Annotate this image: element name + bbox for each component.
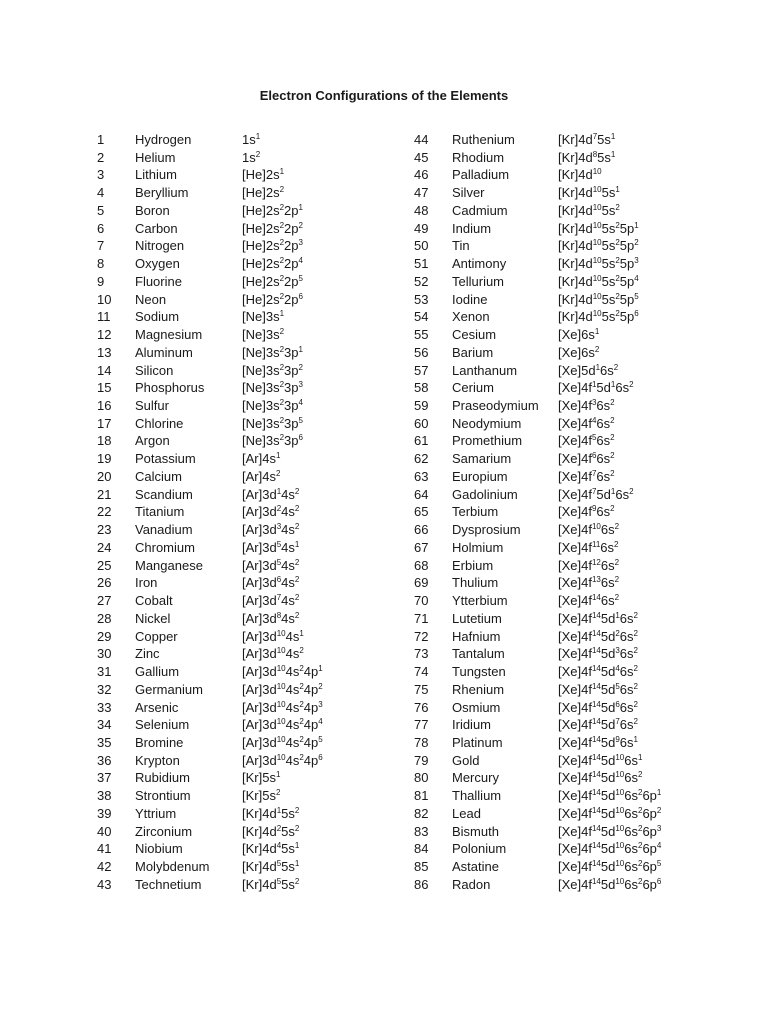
element-name: Gadolinium xyxy=(452,486,518,502)
electron-configuration: $[Xe]4f^56s^2$ xyxy=(558,433,615,449)
element-name: Vanadium xyxy=(135,522,193,538)
electron-configuration: $[Kr]4d^{10}5s^1$ xyxy=(558,185,620,201)
element-name: Rhenium xyxy=(452,681,505,697)
element-name: Potassium xyxy=(135,451,196,467)
element-name: Fluorine xyxy=(135,273,182,289)
element-number: 18 xyxy=(97,433,112,449)
electron-configuration: $[Ar]3d^{10}4s^24p^1$ xyxy=(242,664,323,680)
element-number: 10 xyxy=(97,291,112,307)
element-number: 62 xyxy=(414,451,429,467)
element-number: 84 xyxy=(414,841,429,857)
electron-configuration: $1s^2$ xyxy=(242,149,261,165)
element-number: 81 xyxy=(414,788,429,804)
electron-configuration: $[Xe]4f^76s^2$ xyxy=(558,468,615,484)
electron-configuration: $[Ar]3d^{10}4s^2$ xyxy=(242,646,304,662)
element-name: Molybdenum xyxy=(135,859,210,875)
element-number: 78 xyxy=(414,734,429,750)
electron-configuration: $[Kr]4d^55s^1$ xyxy=(242,859,300,875)
element-number: 40 xyxy=(97,823,112,839)
electron-configuration: $[Ar]3d^74s^2$ xyxy=(242,593,300,609)
electron-configuration: $[Xe]4f^{14}5d^{10}6s^26p^6$ xyxy=(558,876,662,892)
element-name: Erbium xyxy=(452,557,494,573)
element-name: Bromine xyxy=(135,734,184,750)
electron-configuration: $[Kr]4d^25s^2$ xyxy=(242,823,300,839)
element-number: 29 xyxy=(97,628,112,644)
element-name: Gallium xyxy=(135,664,180,680)
electron-configuration: $[Ar]3d^34s^2$ xyxy=(242,522,300,538)
element-name: Argon xyxy=(135,433,170,449)
electron-configuration: $[Xe]4f^{14}5d^{10}6s^2$ xyxy=(558,770,643,786)
electron-configuration: $[Xe]4f^{13}6s^2$ xyxy=(558,575,620,591)
element-name: Holmium xyxy=(452,539,504,555)
element-name: Ytterbium xyxy=(452,593,508,609)
element-number: 77 xyxy=(414,717,429,733)
element-number: 68 xyxy=(414,557,429,573)
element-name: Terbium xyxy=(452,504,499,520)
element-name: Lead xyxy=(452,805,481,821)
element-name: Oxygen xyxy=(135,256,180,272)
electron-configuration: $[Ar]3d^24s^2$ xyxy=(242,504,300,520)
electron-configuration: $[Ne]3s^2$ xyxy=(242,327,285,343)
element-name: Dysprosium xyxy=(452,522,521,538)
element-number: 37 xyxy=(97,770,112,786)
element-name: Iodine xyxy=(452,291,488,307)
element-number: 6 xyxy=(97,220,105,236)
element-name: Hafnium xyxy=(452,628,501,644)
element-number: 21 xyxy=(97,486,112,502)
element-name: Promethium xyxy=(452,433,523,449)
electron-configuration: $[Kr]4d^{10}5s^25p^5$ xyxy=(558,291,639,307)
electron-configuration: $[Xe]4f^{14}5d^96s^1$ xyxy=(558,734,638,750)
element-number: 38 xyxy=(97,788,112,804)
element-name: Bismuth xyxy=(452,823,499,839)
element-name: Lanthanum xyxy=(452,362,518,378)
element-name: Radon xyxy=(452,876,491,892)
element-number: 3 xyxy=(97,167,105,183)
element-name: Boron xyxy=(135,202,170,218)
element-number: 57 xyxy=(414,362,429,378)
element-number: 16 xyxy=(97,398,112,414)
element-number: 79 xyxy=(414,752,429,768)
element-name: Cobalt xyxy=(135,593,173,609)
electron-configuration: $[Ar]3d^54s^1$ xyxy=(242,539,300,555)
electron-configuration: $[Xe]4f^{14}5d^26s^2$ xyxy=(558,628,638,644)
element-name: Europium xyxy=(452,468,508,484)
element-number: 75 xyxy=(414,681,429,697)
element-name: Cerium xyxy=(452,380,494,396)
electron-configuration: $[Kr]5s^1$ xyxy=(242,770,281,786)
element-name: Astatine xyxy=(452,859,499,875)
element-number: 52 xyxy=(414,273,429,289)
electron-configuration: $[Ne]3s^23p^2$ xyxy=(242,362,303,378)
element-number: 8 xyxy=(97,256,105,272)
electron-configuration: $[Ar]3d^{10}4s^24p^2$ xyxy=(242,681,323,697)
electron-configuration: $[Xe]4f^96s^2$ xyxy=(558,504,615,520)
document-title: Electron Configurations of the Elements xyxy=(259,88,509,103)
element-name: Technetium xyxy=(135,876,202,892)
element-name: Neodymium xyxy=(452,415,522,431)
element-name: Nitrogen xyxy=(135,238,185,254)
element-name: Sodium xyxy=(135,309,180,325)
electron-configuration: $[Kr]4d^55s^2$ xyxy=(242,876,300,892)
electron-configuration: $[Kr]4d^15s^2$ xyxy=(242,805,300,821)
element-number: 22 xyxy=(97,504,112,520)
electron-configuration: $[Xe]4f^{14}5d^{10}6s^1$ xyxy=(558,752,643,768)
electron-configuration: $[Xe]4f^{14}5d^{10}6s^26p^3$ xyxy=(558,823,662,839)
element-name: Rhodium xyxy=(452,149,505,165)
element-number: 33 xyxy=(97,699,112,715)
element-number: 86 xyxy=(414,876,429,892)
element-number: 43 xyxy=(97,876,112,892)
element-name: Magnesium xyxy=(135,327,203,343)
element-number: 50 xyxy=(414,238,429,254)
electron-configuration: $[Xe]4f^{14}5d^{10}6s^26p^4$ xyxy=(558,841,662,857)
electron-configuration: $[Xe]4f^{14}5d^46s^2$ xyxy=(558,664,638,680)
element-name: Polonium xyxy=(452,841,507,857)
electron-configuration: $[He]2s^2$ xyxy=(242,185,285,201)
electron-configuration: $[Ne]3s^23p^6$ xyxy=(242,433,303,449)
element-name: Phosphorus xyxy=(135,380,205,396)
electron-configuration: $[Kr]4d^{10}$ xyxy=(558,167,602,183)
element-number: 12 xyxy=(97,327,112,343)
element-name: Silver xyxy=(452,185,485,201)
element-number: 45 xyxy=(414,149,429,165)
element-name: Strontium xyxy=(135,788,191,804)
element-name: Tin xyxy=(452,238,470,254)
element-name: Chlorine xyxy=(135,415,184,431)
element-number: 15 xyxy=(97,380,112,396)
electron-configuration: $[Xe]4f^{14}5d^36s^2$ xyxy=(558,646,638,662)
element-name: Xenon xyxy=(452,309,490,325)
element-name: Lutetium xyxy=(452,610,502,626)
element-name: Samarium xyxy=(452,451,512,467)
element-name: Barium xyxy=(452,344,494,360)
element-number: 44 xyxy=(414,132,429,147)
electron-configuration: $[Kr]4d^{10}5s^2$ xyxy=(558,202,620,218)
element-name: Arsenic xyxy=(135,699,179,715)
electron-configuration: $[Xe]4f^{14}5d^{10}6s^26p^5$ xyxy=(558,859,662,875)
electron-configuration: $[Xe]4f^{14}5d^{10}6s^26p^1$ xyxy=(558,788,662,804)
element-name: Manganese xyxy=(135,557,203,573)
element-name: Tantalum xyxy=(452,646,505,662)
element-number: 74 xyxy=(414,664,429,680)
element-name: Yttrium xyxy=(135,805,177,821)
element-name: Antimony xyxy=(452,256,507,272)
element-name: Krypton xyxy=(135,752,180,768)
element-name: Titanium xyxy=(135,504,185,520)
element-number: 51 xyxy=(414,256,429,272)
electron-configuration: $[Kr]4d^75s^1$ xyxy=(558,132,616,147)
element-number: 70 xyxy=(414,593,429,609)
electron-configuration: $[Ne]3s^23p^1$ xyxy=(242,344,303,360)
electron-configuration: $[Kr]4d^{10}5s^25p^2$ xyxy=(558,238,639,254)
element-name: Osmium xyxy=(452,699,501,715)
element-number: 26 xyxy=(97,575,112,591)
element-number: 1 xyxy=(97,132,105,147)
element-name: Zirconium xyxy=(135,823,193,839)
element-number: 69 xyxy=(414,575,429,591)
element-name: Tellurium xyxy=(452,273,505,289)
element-name: Palladium xyxy=(452,167,510,183)
electron-configuration: $[Xe]4f^{11}6s^2$ xyxy=(558,539,619,555)
element-name: Selenium xyxy=(135,717,190,733)
electron-configuration: $[Xe]6s^1$ xyxy=(558,327,600,343)
electron-configuration: $[Kr]4d^{10}5s^25p^3$ xyxy=(558,256,639,272)
element-number: 67 xyxy=(414,539,429,555)
element-number: 14 xyxy=(97,362,112,378)
element-number: 35 xyxy=(97,734,112,750)
element-name: Tungsten xyxy=(452,664,506,680)
electron-configuration: $[Ne]3s^23p^3$ xyxy=(242,380,303,396)
element-number: 73 xyxy=(414,646,429,662)
electron-configuration: $[Xe]5d^16s^2$ xyxy=(558,362,619,378)
element-number: 65 xyxy=(414,504,429,520)
element-name: Platinum xyxy=(452,734,503,750)
electron-configuration: $[Xe]4f^15d^16s^2$ xyxy=(558,380,634,396)
element-name: Beryllium xyxy=(135,185,189,201)
element-number: 5 xyxy=(97,202,105,218)
element-name: Neon xyxy=(135,291,167,307)
element-name: Cesium xyxy=(452,327,497,343)
element-number: 58 xyxy=(414,380,429,396)
electron-configuration: $[Xe]4f^{14}5d^16s^2$ xyxy=(558,610,638,626)
electron-configuration: $[Ar]3d^{10}4s^24p^3$ xyxy=(242,699,323,715)
electron-configuration: $[Kr]4d^85s^1$ xyxy=(558,149,616,165)
element-name: Rubidium xyxy=(135,770,190,786)
element-number: 64 xyxy=(414,486,429,502)
element-name: Zinc xyxy=(135,646,160,662)
electron-configuration: $[Kr]5s^2$ xyxy=(242,788,281,804)
electron-configuration: $[He]2s^22p^4$ xyxy=(242,256,303,272)
element-number: 80 xyxy=(414,770,429,786)
element-number: 72 xyxy=(414,628,429,644)
element-name: Germanium xyxy=(135,681,203,697)
element-number: 19 xyxy=(97,451,112,467)
electron-configuration: $[Xe]4f^{12}6s^2$ xyxy=(558,557,620,573)
element-number: 47 xyxy=(414,185,429,201)
element-number: 53 xyxy=(414,291,429,307)
element-number: 27 xyxy=(97,593,112,609)
element-name: Indium xyxy=(452,220,492,236)
electron-configuration: $[Kr]4d^{10}5s^25p^4$ xyxy=(558,273,639,289)
element-name: Calcium xyxy=(135,468,182,484)
electron-configuration: $[Kr]4d^45s^1$ xyxy=(242,841,300,857)
electron-configuration: $[Kr]4d^{10}5s^25p^1$ xyxy=(558,220,639,236)
element-number: 55 xyxy=(414,327,429,343)
element-number: 11 xyxy=(97,309,111,325)
electron-configuration: $1s^1$ xyxy=(242,132,261,147)
electron-configuration: $[Xe]4f^75d^16s^2$ xyxy=(558,486,634,502)
element-name: Helium xyxy=(135,149,176,165)
element-number: 54 xyxy=(414,309,429,325)
element-number: 2 xyxy=(97,149,105,165)
element-number: 39 xyxy=(97,805,112,821)
electron-configuration: $[He]2s^22p^6$ xyxy=(242,291,303,307)
element-name: Praseodymium xyxy=(452,398,539,414)
element-number: 49 xyxy=(414,220,429,236)
electron-configuration: $[He]2s^22p^2$ xyxy=(242,220,303,236)
electron-configuration: $[Xe]6s^2$ xyxy=(558,344,600,360)
element-number: 23 xyxy=(97,522,112,538)
element-number: 31 xyxy=(97,664,112,680)
element-number: 28 xyxy=(97,610,112,626)
element-number: 25 xyxy=(97,557,112,573)
electron-configuration: $[He]2s^22p^3$ xyxy=(242,238,303,254)
element-name: Sulfur xyxy=(135,398,169,414)
element-name: Chromium xyxy=(135,539,195,555)
element-number: 71 xyxy=(414,610,429,626)
element-name: Iron xyxy=(135,575,158,591)
element-number: 48 xyxy=(414,202,429,218)
element-number: 34 xyxy=(97,717,112,733)
electron-configuration: $[Ar]4s^1$ xyxy=(242,451,281,467)
element-number: 61 xyxy=(414,433,429,449)
element-number: 85 xyxy=(414,859,429,875)
electron-configuration: $[Xe]4f^{14}6s^2$ xyxy=(558,593,620,609)
electron-configuration: $[Ar]3d^{10}4s^24p^6$ xyxy=(242,752,323,768)
element-name: Cadmium xyxy=(452,202,508,218)
element-name: Gold xyxy=(452,752,480,768)
element-name: Mercury xyxy=(452,770,499,786)
element-number: 20 xyxy=(97,468,112,484)
element-number: 46 xyxy=(414,167,429,183)
electron-configuration: $[Xe]4f^66s^2$ xyxy=(558,451,615,467)
electron-configuration: $[Xe]4f^{10}6s^2$ xyxy=(558,522,620,538)
element-number: 82 xyxy=(414,805,429,821)
electron-configuration: $[Ar]3d^{10}4s^24p^5$ xyxy=(242,734,323,750)
element-number: 66 xyxy=(414,522,429,538)
electron-configuration: $[Kr]4d^{10}5s^25p^6$ xyxy=(558,309,639,325)
element-name: Nickel xyxy=(135,610,171,626)
electron-configuration: $[Ar]3d^84s^2$ xyxy=(242,610,300,626)
element-number: 56 xyxy=(414,344,429,360)
element-number: 41 xyxy=(97,841,112,857)
electron-configuration: $[He]2s^22p^1$ xyxy=(242,202,303,218)
electron-configuration: $[Xe]4f^{14}5d^66s^2$ xyxy=(558,699,638,715)
element-number: 36 xyxy=(97,752,112,768)
electron-configuration: $[Ar]3d^54s^2$ xyxy=(242,557,300,573)
element-number: 63 xyxy=(414,468,429,484)
element-name: Scandium xyxy=(135,486,193,502)
element-number: 4 xyxy=(97,185,105,201)
element-name: Aluminum xyxy=(135,344,193,360)
element-name: Silicon xyxy=(135,362,174,378)
element-name: Copper xyxy=(135,628,178,644)
element-name: Hydrogen xyxy=(135,132,192,147)
element-number: 7 xyxy=(97,238,105,254)
element-name: Lithium xyxy=(135,167,177,183)
element-name: Thulium xyxy=(452,575,499,591)
electron-configuration: $[Ar]4s^2$ xyxy=(242,468,281,484)
element-name: Niobium xyxy=(135,841,183,857)
electron-configuration: $[He]2s^22p^5$ xyxy=(242,273,303,289)
element-number: 32 xyxy=(97,681,112,697)
electron-configuration: $[Ar]3d^14s^2$ xyxy=(242,486,300,502)
electron-configuration: $[Xe]4f^{14}5d^56s^2$ xyxy=(558,681,638,697)
electron-configuration: $[Ar]3d^{10}4s^1$ xyxy=(242,628,304,644)
element-name: Carbon xyxy=(135,220,178,236)
element-number: 60 xyxy=(414,415,429,431)
element-number: 13 xyxy=(97,344,112,360)
electron-configuration: $[Xe]4f^{14}5d^{10}6s^26p^2$ xyxy=(558,805,662,821)
element-number: 24 xyxy=(97,539,112,555)
element-name: Thallium xyxy=(452,788,502,804)
element-name: Iridium xyxy=(452,717,492,733)
electron-configuration: $[Ar]3d^64s^2$ xyxy=(242,575,300,591)
element-name: Ruthenium xyxy=(452,132,515,147)
electron-configuration: $[Ne]3s^23p^4$ xyxy=(242,398,303,414)
element-number: 30 xyxy=(97,646,112,662)
electron-configuration: $[Ne]3s^1$ xyxy=(242,309,285,325)
electron-configuration: $[Ne]3s^23p^5$ xyxy=(242,415,303,431)
element-number: 76 xyxy=(414,699,429,715)
electron-configuration: $[Xe]4f^{14}5d^76s^2$ xyxy=(558,717,638,733)
element-number: 83 xyxy=(414,823,429,839)
element-number: 59 xyxy=(414,398,429,414)
electron-configuration: $[He]2s^1$ xyxy=(242,167,285,183)
element-number: 17 xyxy=(97,415,112,431)
electron-configuration: $[Ar]3d^{10}4s^24p^4$ xyxy=(242,717,323,733)
element-number: 9 xyxy=(97,273,105,289)
electron-configuration: $[Xe]4f^46s^2$ xyxy=(558,415,615,431)
element-number: 42 xyxy=(97,859,112,875)
electron-configuration: $[Xe]4f^36s^2$ xyxy=(558,398,615,414)
